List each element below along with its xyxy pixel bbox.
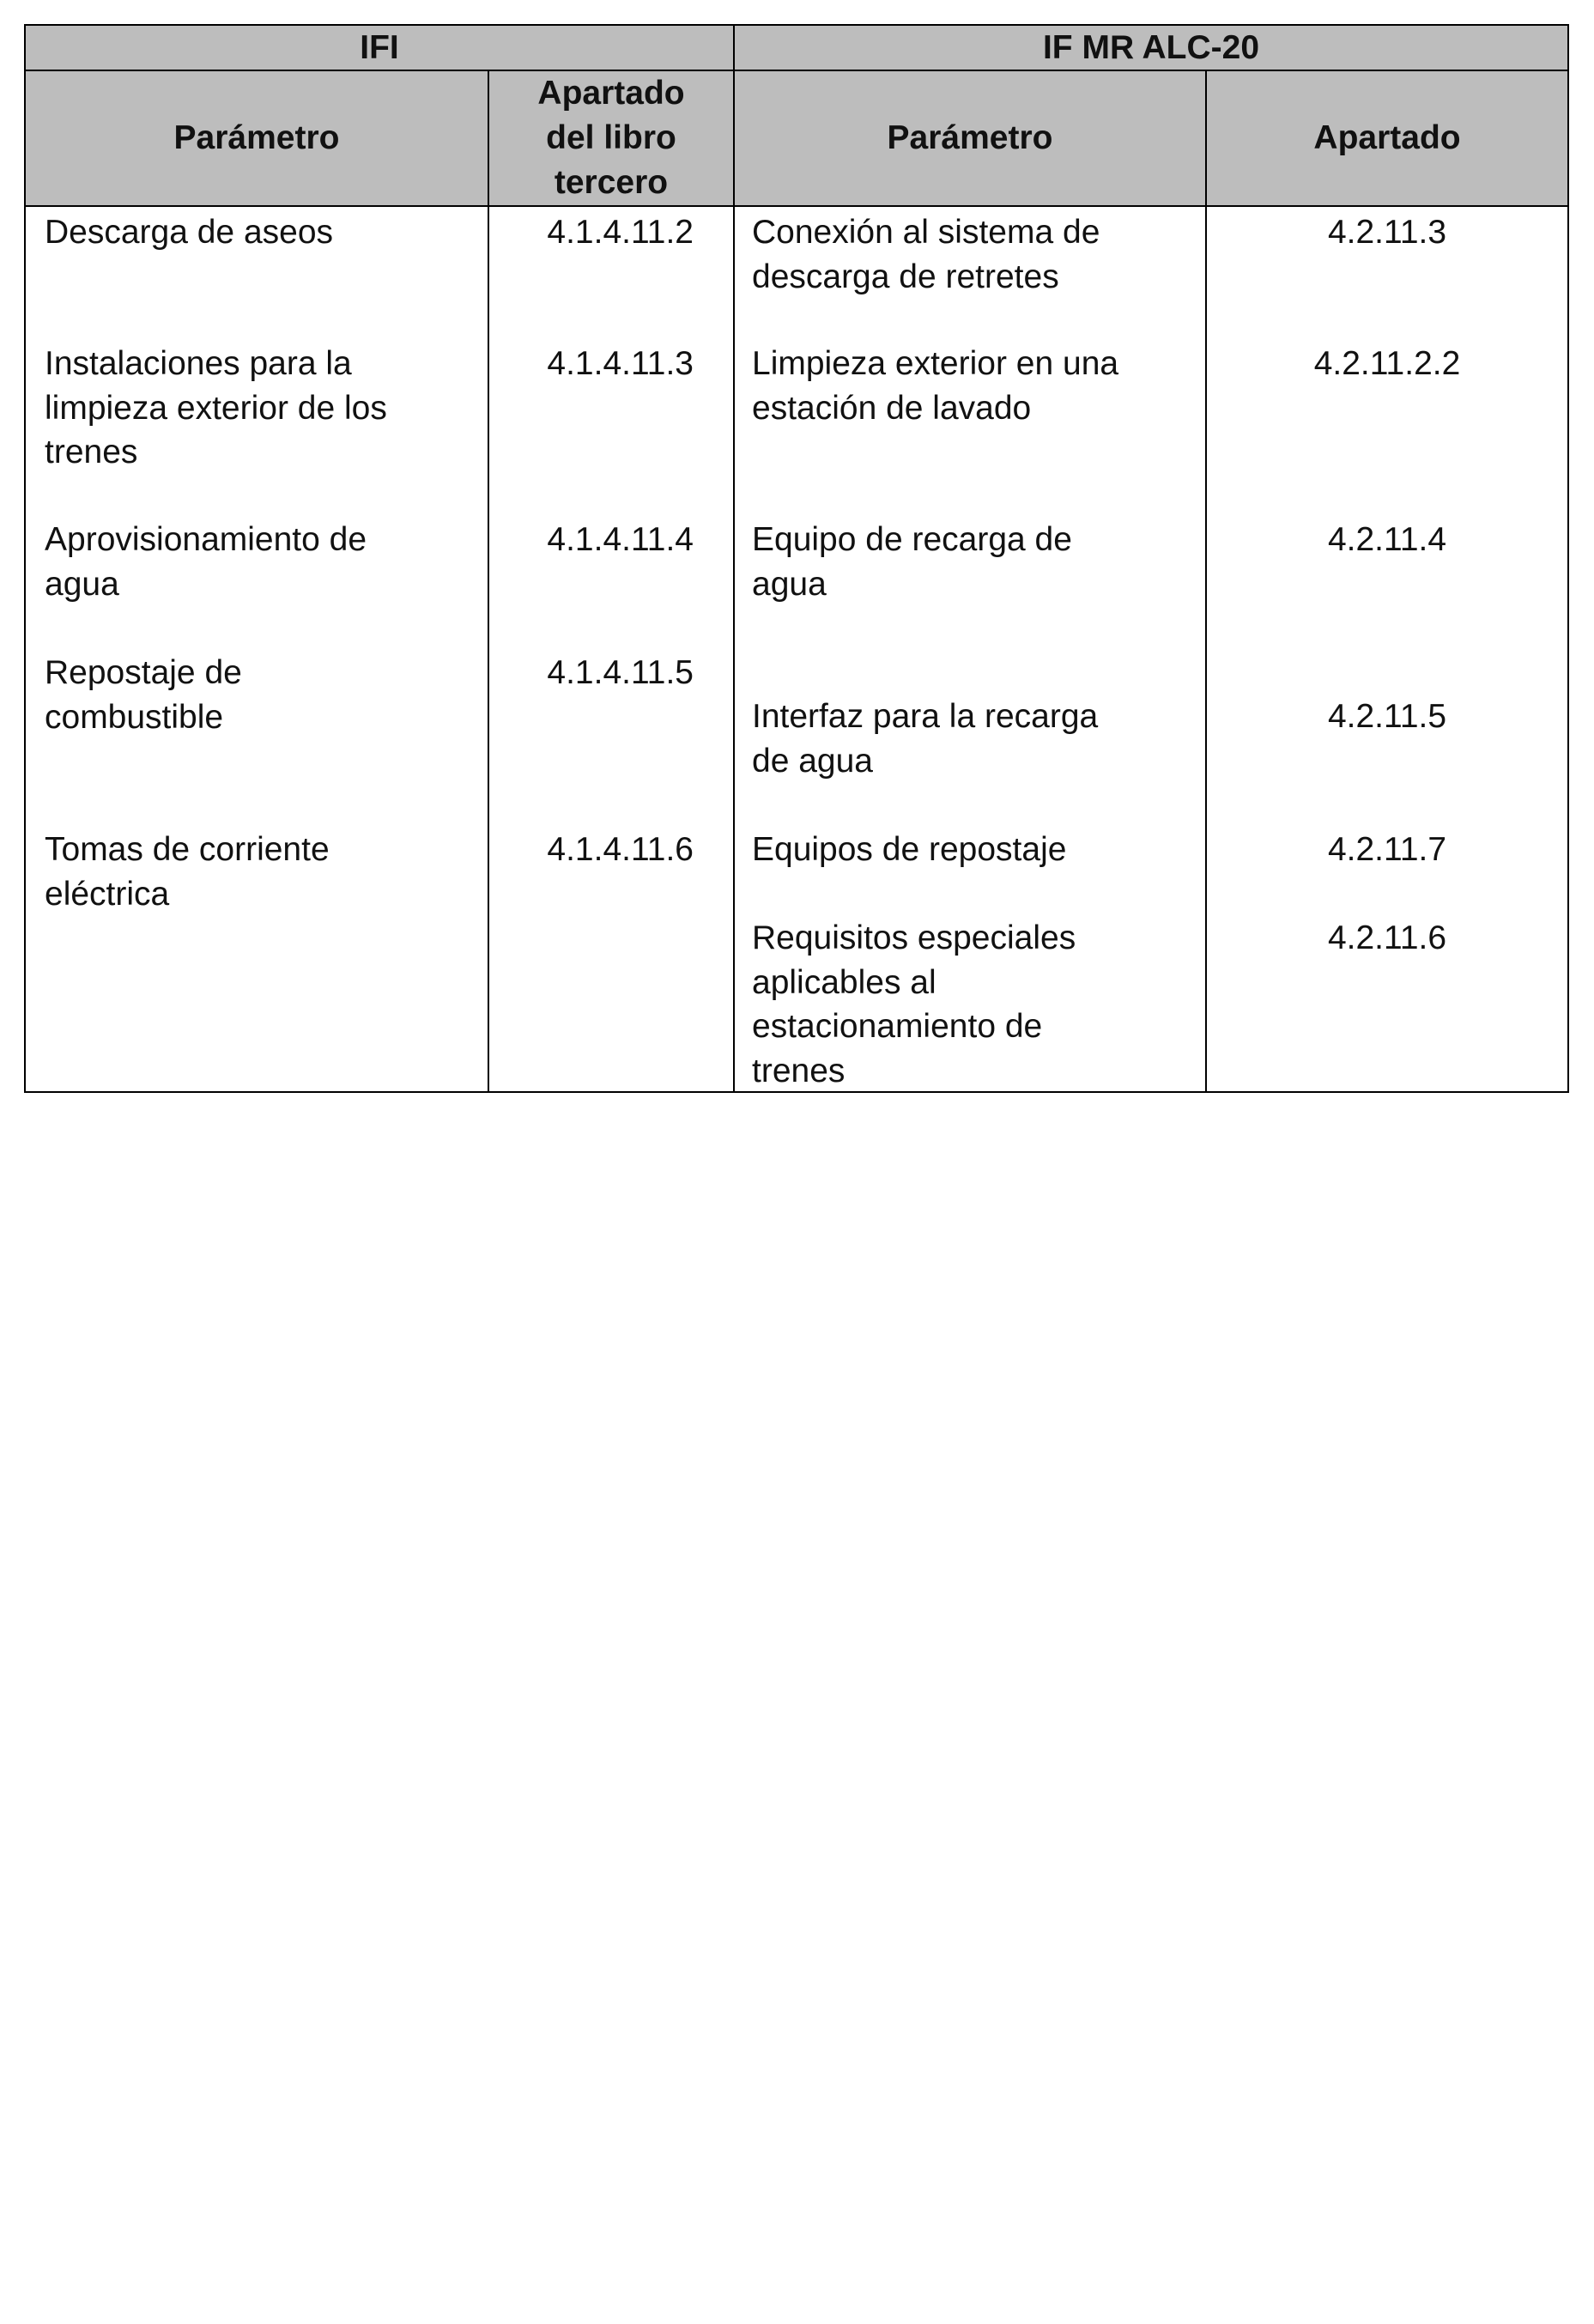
correspondence-table xyxy=(24,24,1569,1093)
column-header-ifi-apartado: Apartado del libro tercero xyxy=(488,70,734,206)
ifi-parametro-column xyxy=(25,206,488,1092)
ifi-apartado-cell: 4.1.4.11.3 xyxy=(547,345,694,382)
mr-parametro-cell: Interfaz para la recarga de agua xyxy=(752,698,1099,780)
ifi-parametro-cell: Repostaje de combustible xyxy=(45,654,242,736)
column-header-row xyxy=(25,70,1568,206)
table-body-row xyxy=(25,206,1568,1092)
ifi-apartado-cell: 4.1.4.11.4 xyxy=(547,521,694,558)
mr-apartado-cell: 4.2.11.7 xyxy=(1327,831,1447,868)
mr-parametro-cell: Conexión al sistema de descarga de retretes xyxy=(752,214,1100,295)
ifi-parametro-cell: Tomas de corriente eléctrica xyxy=(45,831,330,913)
mr-apartado-cell: 4.2.11.5 xyxy=(1327,698,1447,735)
column-header-mr-parametro: Parámetro xyxy=(734,70,1206,206)
group-header-row xyxy=(25,25,1568,70)
mr-apartado-column xyxy=(1206,206,1568,1092)
mr-parametro-cell: Equipos de repostaje xyxy=(752,831,1067,868)
column-header-ifi-parametro: Parámetro xyxy=(25,70,488,206)
correspondence-table-container xyxy=(24,24,1567,1093)
mr-apartado-cell: 4.2.11.4 xyxy=(1327,521,1447,558)
mr-parametro-cell: Limpieza exterior en una estación de lavado xyxy=(752,345,1119,427)
mr-parametro-cell: Equipo de recarga de agua xyxy=(752,521,1072,603)
column-header-mr-apartado: Apartado xyxy=(1206,70,1568,206)
mr-apartado-cell: 4.2.11.2.2 xyxy=(1313,345,1461,382)
ifi-parametro-cell: Instalaciones para la limpieza exterior de los trenes xyxy=(45,345,387,470)
ifi-apartado-cell: 4.1.4.11.5 xyxy=(547,654,694,691)
ifi-parametro-cell: Aprovisionamiento de agua xyxy=(45,521,367,603)
mr-apartado-cell: 4.2.11.6 xyxy=(1327,919,1447,956)
group-header-mr: IF MR ALC-20 xyxy=(734,25,1568,70)
ifi-apartado-column xyxy=(488,206,734,1092)
ifi-apartado-cell: 4.1.4.11.2 xyxy=(547,214,694,251)
mr-parametro-cell: Requisitos especiales aplicables al estacionamiento de trenes xyxy=(752,919,1076,1089)
ifi-parametro-cell: Descarga de aseos xyxy=(45,214,334,251)
mr-apartado-cell: 4.2.11.3 xyxy=(1327,214,1447,251)
group-header-ifi: IFI xyxy=(25,25,734,70)
ifi-apartado-cell: 4.1.4.11.6 xyxy=(547,831,694,868)
mr-parametro-column xyxy=(734,206,1206,1092)
